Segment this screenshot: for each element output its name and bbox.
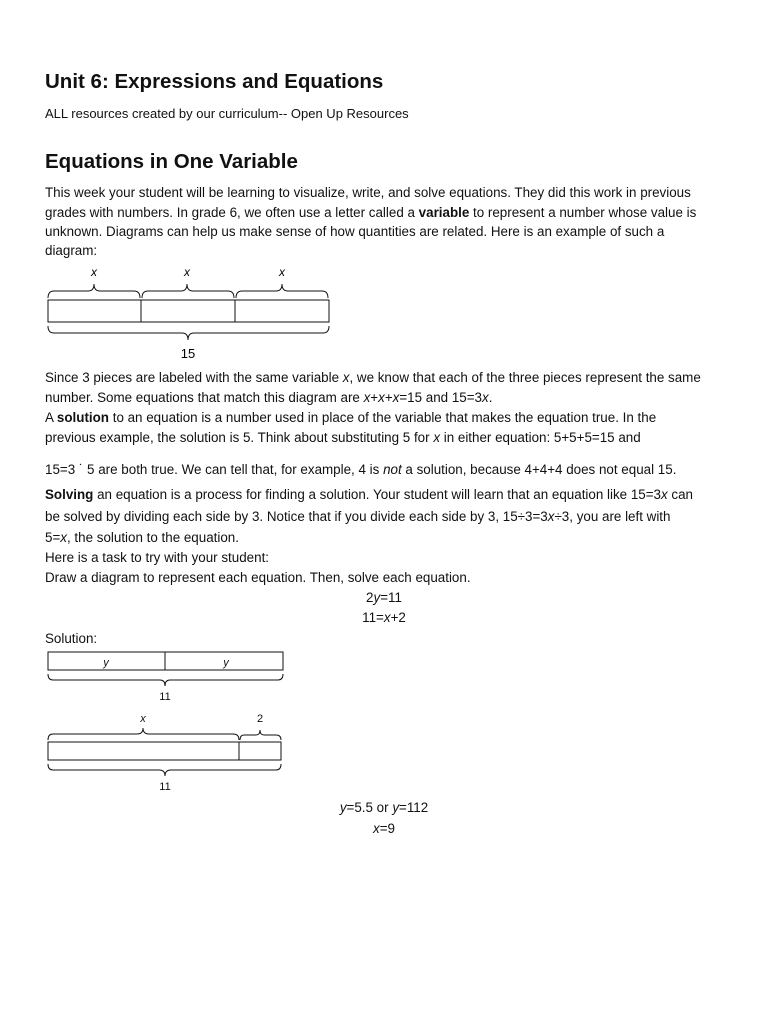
tape-diagram-x <box>40 262 340 362</box>
solving-line-2: be solved by dividing each side by 3. Notice that if you divide each side by 3, 15÷3=3x÷3, you are left with <box>45 509 671 524</box>
tape-diagram-x-plus-2 <box>40 706 290 796</box>
equation-2: 11=x+2 <box>362 610 406 625</box>
two-label: 2 <box>256 713 264 725</box>
task-intro: Here is a task to try with your student: <box>45 550 270 565</box>
answer-1: y=5.5 or y=112 <box>339 800 429 815</box>
equation-1: 2y=11 <box>366 590 402 605</box>
since-line-2: number. Some equations that match this diagram are x+x+x=15 and 15=3x. <box>45 390 493 405</box>
x-label-3: x <box>279 265 285 279</box>
solving-line-3: 5=x, the solution to the equation. <box>45 530 239 545</box>
x-label: x <box>140 713 146 725</box>
answer-2: x=9 <box>373 821 395 836</box>
solution-def-line-3: 15=3 ˙ 5 are both true. We can tell that, for example, 4 is not a solution, because 4+4+4 does not equal 15. <box>45 462 677 477</box>
solution-label: Solution: <box>45 631 98 646</box>
solution-def-line-1: A solution to an equation is a number used in place of the variable that makes the equation true. In the <box>45 410 657 425</box>
x-label-1: x <box>91 265 97 279</box>
total-label: 11 <box>159 691 171 703</box>
solving-line-1: Solving an equation is a process for finding a solution. Your student will learn that an equation like 15=3x can <box>45 487 693 502</box>
since-line-1: Since 3 pieces are labeled with the same variable x, we know that each of the three pieces represent the same <box>45 370 701 385</box>
y-label-2: y <box>223 657 229 669</box>
intro-line-4: diagram: <box>45 243 98 258</box>
intro-line-3: unknown. Diagrams can help us make sense of how quantities are related. Here is an example of such a <box>45 224 665 239</box>
solution-def-line-2: previous example, the solution is 5. Think about substituting 5 for x in either equation: 5+5+5=15 and <box>45 430 641 445</box>
total-label: 15 <box>180 346 196 361</box>
x-label-2: x <box>184 265 190 279</box>
page-title: Unit 6: Expressions and Equations <box>45 70 384 93</box>
intro-line-1: This week your student will be learning to visualize, write, and solve equations. They did this work in previous <box>45 185 691 200</box>
task-instruction: Draw a diagram to represent each equation. Then, solve each equation. <box>45 570 471 585</box>
y-label-1: y <box>103 657 109 669</box>
intro-line-2: grades with numbers. In grade 6, we often use a letter called a variable to represent a number whose value is <box>45 205 697 220</box>
total-label: 11 <box>159 781 171 793</box>
resources-note: ALL resources created by our curriculum-- Open Up Resources <box>45 106 409 121</box>
tape-diagram-y <box>40 648 290 708</box>
section-heading: Equations in One Variable <box>45 150 298 173</box>
